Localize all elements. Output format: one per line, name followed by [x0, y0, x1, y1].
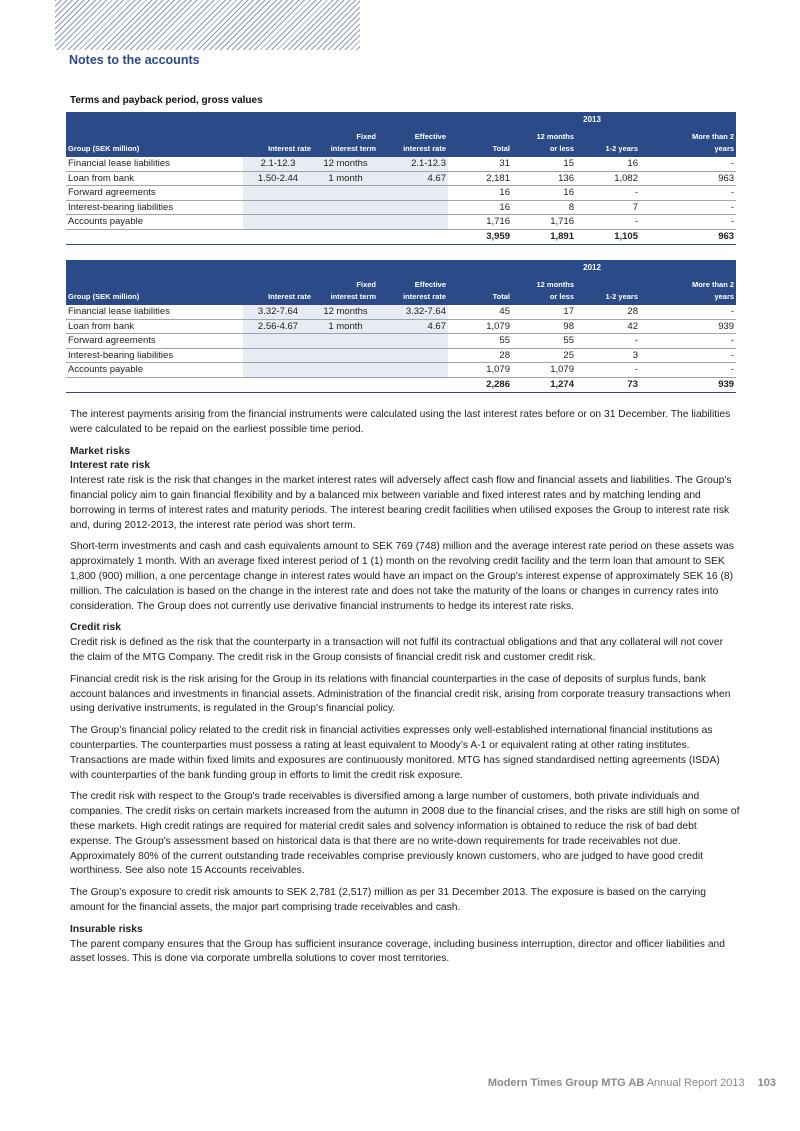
page-number: 103 [757, 1077, 776, 1089]
col-more-than-2: More than 2 years [640, 127, 736, 157]
col-fixed: Fixed interest term [313, 127, 378, 157]
paragraph-intro: The interest payments arising from the financial instruments were calculated using the last interest rates before or on 31 December. The liabilities were calculated to be repaid on the earliest possible time period. [70, 409, 731, 435]
table-row: Loan from bank 1.50-2.44 1 month 4.67 2,181 136 1,082 963 [68, 172, 735, 184]
heading-market-risks: Market risks [70, 445, 131, 457]
table-row: Forward agreements 55 55 - - [68, 335, 735, 347]
col-effective: Effective interest rate [378, 275, 448, 305]
heading-insurable-risks: Insurable risks [70, 923, 143, 935]
col-1-2years: 1-2 years [576, 127, 640, 157]
paragraph: Short-term investments and cash and cash equivalents amount to SEK 769 (748) million and the average interest rate period on these assets was approximately 1 month. With an average fixed interest period of 1 (1) month on the revolving credit facility and the term loan that amount to SEK 1,800 (900) million, a one percentage change in interest rates would have an impact on the Group's interest expense of approximately SEK 16 (8) million. The calculation is based on the change in the interest rate and does not take the maturity of the loans or changes in currency rates into consideration. The Group does not currently use derivative financial instruments to hedge its interest rate risks. [70, 541, 734, 612]
table-total-row: 2,286 1,274 73 939 [66, 377, 736, 392]
table-row: Loan from bank 2.56-4.67 1 month 4.67 1,079 98 42 939 [68, 320, 735, 332]
col-effective: Effective interest rate [378, 127, 448, 157]
col-12months: 12 months or less [512, 127, 576, 157]
paragraph: The Group's exposure to credit risk amounts to SEK 2,781 (2,517) million as per 31 December 2013. The exposure is based on the carrying amount for the financial assets, the major part comprising trade receivables and cash. [70, 887, 706, 913]
page-header-title: Notes to the accounts [69, 53, 200, 67]
col-interest-rate: Interest rate [243, 275, 313, 305]
paragraph: Credit risk is defined as the risk that the counterparty in a transaction will not fulfil its contractual obligations and that any collateral will not cover the claim of the MTG Company. The credit risk in the Group consists of financial credit risk and customer credit risk. [70, 637, 724, 663]
table-header [66, 127, 736, 157]
table-row: Financial lease liabilities 2.1-12.3 12 months 2.1-12.3 31 15 16 - [68, 158, 735, 170]
col-fixed: Fixed interest term [313, 275, 378, 305]
col-total: Total [448, 127, 512, 157]
paragraph: The credit risk with respect to the Group's trade receivables is diversified among a large number of customers, both private individuals and companies. The credit risks on certain markets increased from the autumn in 2008 due to the financial crises, and the risks are still high on some of these markets. High credit ratings are required for material credit sales and solvency information is obtained to reduce the risk of bad debt expense. The Group's assessment based on historical data is that there are no write-down requirements for trade receivables not due. Approximately 80% of the current outstanding trade receivables comprise previously known customers, who are judged to have good credit worthiness. See also note 15 Accounts receivables. [70, 791, 740, 877]
paragraph: The Group’s financial policy related to the credit risk in financial activities expresses only well-established international financial institutions as counterparties. The counterparties must possess a rating at least equivalent to Moody’s A-1 or equivalent rating at other rating institutes. Transactions are made within fixed limits and exposures are continuously monitored. MTG has signed standardised netting agreements (ISDA) with counterparties of the bank funding group in efforts to limit the credit risk exposure. [70, 725, 720, 781]
table-total-row: 3,959 1,891 1,105 963 [66, 229, 736, 244]
year-label: 2012 [448, 260, 736, 275]
col-12months: 12 months or less [512, 275, 576, 305]
table-2013 [66, 112, 736, 245]
col-group: Group (SEK million) [66, 127, 243, 157]
paragraph: Interest rate risk is the risk that changes in the market interest rates will adversely affect cash flow and financial assets and liabilities. The Group's financial policy aim to gain financial flexibility and by a balanced mix between variable and fixed interest rates and by matching lending and borrowing in terms of interest rates and maturity periods. The interest bearing credit facilities when utilised exposes the Group to interest rate risk and, during 2012-2013, the interest rate period was short term. [70, 475, 732, 531]
header-hatch-pattern [55, 0, 360, 50]
paragraph: Financial credit risk is the risk arising for the Group in its relations with financial counterparties in the case of deposits of surplus funds, bank account balances and investments in financial assets. Administration of the financial credit risk, arising from corporate treasury transactions when using derivative instruments, is regulated in the Group's financial policy. [70, 673, 731, 715]
table-row: Financial lease liabilities 3.32-7.64 12 months 3.32-7.64 45 17 28 - [68, 306, 735, 318]
page-footer [488, 1077, 776, 1089]
table-header [66, 275, 736, 305]
year-label: 2013 [448, 112, 736, 127]
section-title: Terms and payback period, gross values [70, 95, 263, 106]
table-row: Interest-bearing liabilities 16 8 7 - [68, 201, 735, 213]
heading-interest-rate-risk: Interest rate risk [70, 460, 151, 472]
footer-brand: Modern Times Group MTG AB [487, 1077, 645, 1089]
table-row: Interest-bearing liabilities 28 25 3 - [68, 349, 735, 361]
table-2012 [66, 260, 736, 393]
heading-credit-risk: Credit risk [70, 622, 121, 634]
col-more-than-2: More than 2 years [640, 275, 736, 305]
table-row: Forward agreements 16 16 - - [68, 187, 735, 199]
col-1-2years: 1-2 years [576, 275, 640, 305]
col-group: Group (SEK million) [66, 275, 243, 305]
table-row: Accounts payable 1,079 1,079 - - [68, 364, 735, 376]
col-interest-rate: Interest rate [243, 127, 313, 157]
footer-report: Annual Report 2013 [646, 1077, 745, 1089]
table-row: Accounts payable 1,716 1,716 - - [68, 216, 735, 228]
col-total: Total [448, 275, 512, 305]
paragraph: The parent company ensures that the Group has sufficient insurance coverage, including business interruption, director and officer liabilities and asset losses. This is done via corporate umbrella solutions to cover most territories. [70, 938, 725, 965]
body-text [70, 408, 740, 974]
